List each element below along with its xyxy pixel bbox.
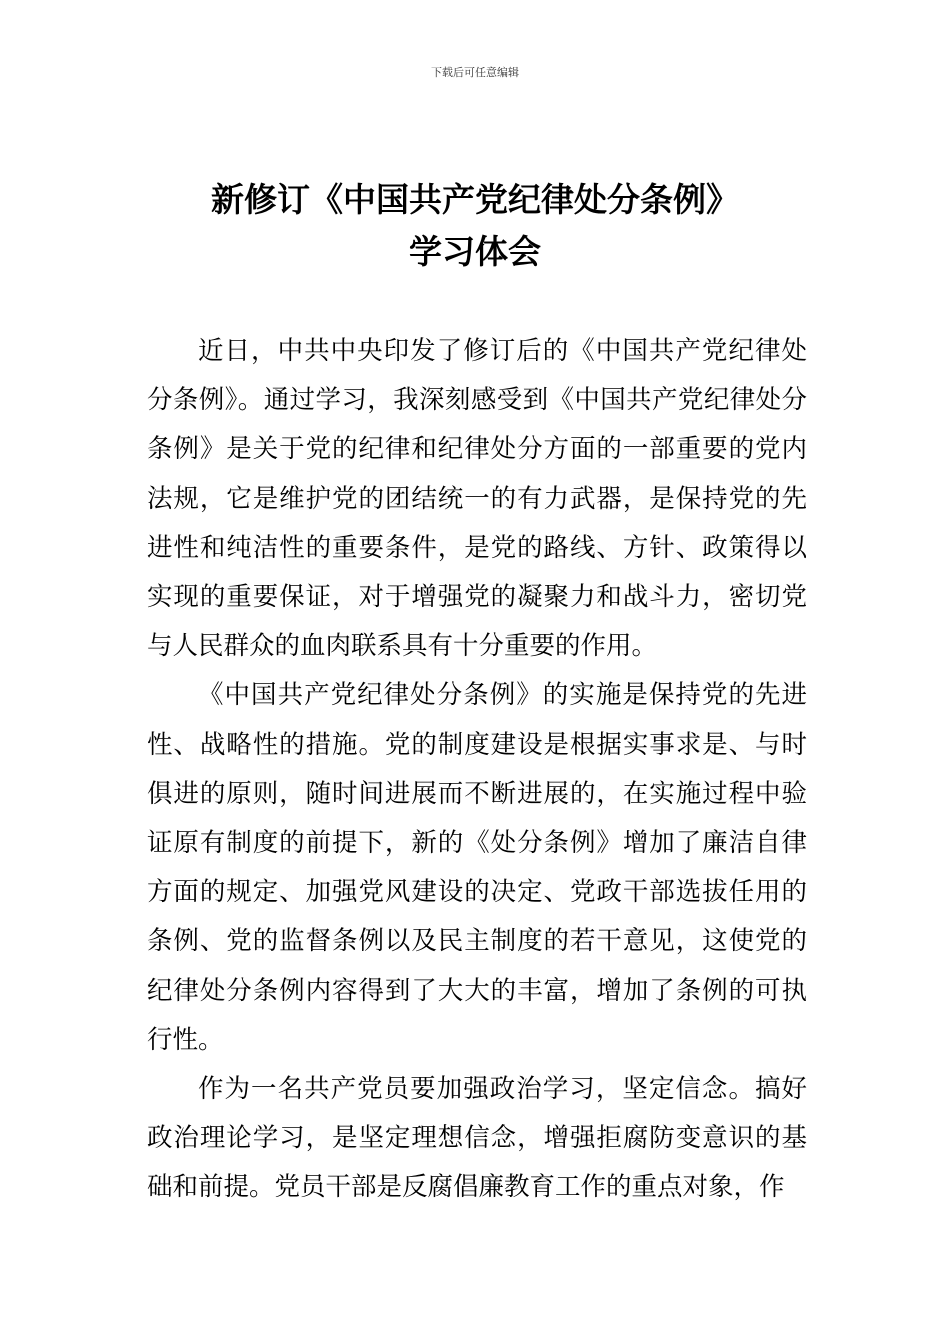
title-line-1: 新修订《中国共产党纪律处分条例》 — [211, 180, 739, 219]
paragraph-3: 作为一名共产党员要加强政治学习，坚定信念。搞好政治理论学习，是坚定理想信念，增强拒腐防变意识的基础和前提。党员干部是反腐倡廉教育工作的重点对象，作 — [147, 1074, 807, 1203]
paragraph-1: 近日，中共中央印发了修订后的《中国共产党纪律处分条例》。通过学习，我深刻感受到《中国共产党纪律处分条例》是关于党的纪律和纪律处分方面的一部重要的党内法规，它是维护党的团结统一的有力武器，是保持党的先进性和纯洁性的重要条件，是党的路线、方针、政策得以实现的重要保证，对于增强党的凝聚力和战斗力，密切党与人民群众的血肉联系具有十分重要的作用。 — [147, 336, 807, 662]
page-header-note: 下载后可任意编辑 — [431, 66, 519, 79]
document-title — [0, 174, 950, 278]
title-line-2: 学习体会 — [409, 232, 541, 271]
document-body — [147, 327, 807, 1213]
paragraph-2: 《中国共产党纪律处分条例》的实施是保持党的先进性、战略性的措施。党的制度建设是根据实事求是、与时俱进的原则，随时间进展而不断进展的，在实施过程中验证原有制度的前提下，新的《处分条例》增加了廉洁自律方面的规定、加强党风建设的决定、党政干部选拔任用的条例、党的监督条例以及民主制度的若干意见，这使党的纪律处分条例内容得到了大大的丰富，增加了条例的可执行性。 — [147, 680, 807, 1055]
